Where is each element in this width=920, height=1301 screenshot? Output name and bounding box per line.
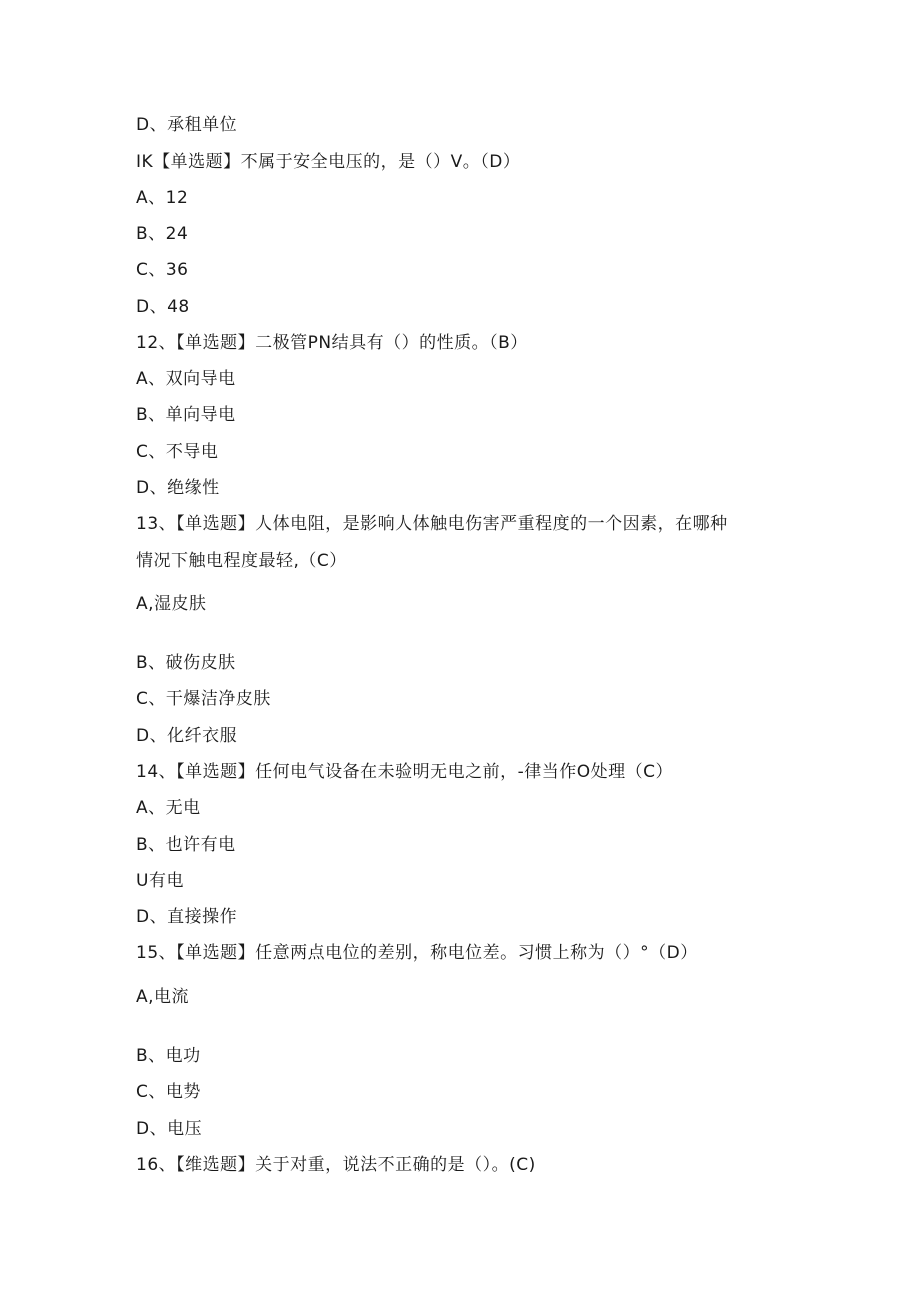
option-a-q15: A,电流 — [136, 987, 190, 1007]
question-11: IK【单选题】不属于安全电压的，是（）V。（D） — [136, 152, 521, 172]
option-d-q13: D、化纤衣服 — [136, 726, 238, 746]
option-a-q14: A、无电 — [136, 798, 201, 818]
option-c-q14: U有电 — [136, 871, 184, 891]
question-16: 16、【维选题】关于对重，说法不正确的是（）。(C) — [136, 1155, 536, 1175]
option-d-q14: D、直接操作 — [136, 907, 238, 927]
option-b-q14: B、也许有电 — [136, 835, 236, 855]
option-c-q15: C、电势 — [136, 1082, 201, 1102]
option-d-q10: D、承租单位 — [136, 115, 238, 135]
option-a-q11: A、12 — [136, 188, 189, 208]
option-d-q15: D、电压 — [136, 1119, 203, 1139]
option-b-q12: B、单向导电 — [136, 405, 236, 425]
question-14: 14、【单选题】任何电气设备在未验明无电之前，-律当作O处理（C） — [136, 762, 674, 782]
option-c-q13: C、干爆洁净皮肤 — [136, 689, 271, 709]
option-b-q15: B、电功 — [136, 1046, 201, 1066]
option-d-q11: D、48 — [136, 297, 190, 317]
question-13-line-1: 13、【单选题】人体电阻，是影响人体触电伤害严重程度的一个因素，在哪种 — [136, 514, 728, 534]
option-c-q12: C、不导电 — [136, 442, 219, 462]
question-13-line-2: 情况下触电程度最轻,（C） — [136, 551, 347, 571]
option-b-q11: B、24 — [136, 224, 189, 244]
question-15: 15、【单选题】任意两点电位的差别，称电位差。习惯上称为（）°（D） — [136, 943, 698, 963]
option-d-q12: D、绝缘性 — [136, 478, 220, 498]
question-12: 12、【单选题】二极管PN结具有（）的性质。（B） — [136, 333, 528, 353]
option-b-q13: B、破伤皮肤 — [136, 653, 236, 673]
option-c-q11: C、36 — [136, 260, 189, 280]
option-a-q13: A,湿皮肤 — [136, 594, 207, 614]
option-a-q12: A、双向导电 — [136, 369, 236, 389]
